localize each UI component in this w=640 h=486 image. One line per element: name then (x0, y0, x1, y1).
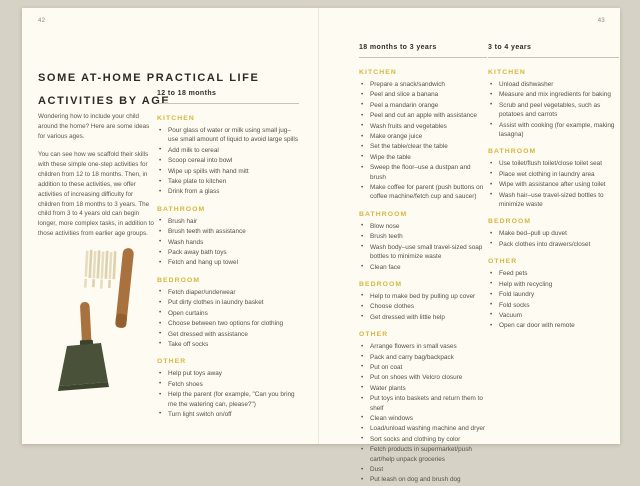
intro-text (38, 112, 154, 247)
activity-item (359, 222, 487, 231)
bullet-icon: • (361, 163, 364, 171)
activity-item (359, 111, 487, 120)
activity-item (359, 363, 487, 372)
bullet-icon: • (159, 309, 162, 317)
bullet-icon: • (490, 80, 493, 88)
activity-item-text: Help with recycling (499, 280, 553, 288)
bullet-icon: • (361, 111, 364, 119)
activity-list (359, 292, 487, 322)
page-right (318, 8, 621, 484)
age-column-header: 3 to 4 years (488, 44, 619, 58)
activity-item (359, 302, 487, 311)
activity-item (359, 90, 487, 99)
bullet-icon: • (159, 238, 162, 246)
bullet-icon: • (159, 177, 162, 185)
bullet-icon: • (490, 180, 493, 188)
activity-item (488, 321, 619, 330)
bullet-icon: • (159, 410, 162, 418)
activity-item-text: Brush hair (168, 217, 198, 225)
activity-item-text: Assist with cooking (for example, making lasagna) (499, 121, 615, 139)
activity-item-text: Blow nose (370, 222, 400, 230)
activity-item-text: Set the table/clear the table (370, 143, 448, 151)
activity-item (157, 380, 299, 389)
section-title: BATHROOM (488, 148, 537, 156)
bullet-icon: • (159, 330, 162, 337)
activity-item (157, 330, 299, 339)
activity-item-text: Get dressed with little help (370, 313, 445, 321)
activity-item-text: Put leash on dog and brush dog (370, 476, 461, 484)
activity-item-text: Peel a mandarin orange (370, 101, 439, 109)
activity-item (488, 80, 619, 89)
activity-item-text: Choose between two options for clothing (168, 320, 284, 328)
section-title: BATHROOM (359, 210, 408, 218)
activity-item (488, 240, 619, 249)
activity-item-text: Make coffee for parent (push buttons on coffee machine/fetch cup and saucer) (370, 184, 484, 201)
activity-item (157, 369, 299, 378)
activity-item (359, 80, 487, 89)
activity-item-text: Open car door with remote (499, 322, 575, 330)
section-title: BATHROOM (157, 205, 206, 213)
activity-item (488, 180, 619, 189)
intro-paragraph: You can see how we scaffold their skills with these simple one-step activities for children from 12 to 18 months. Then, in addition to these activities, we offer activities of increasing difficulty for children from 18 months to 3 years. The child from 3 to 4 years old can begin longer, more complex tasks, in addition to those activities from earlier age groups. (38, 150, 154, 238)
activity-item (359, 163, 487, 182)
activity-item (359, 342, 487, 351)
activity-item (488, 290, 619, 299)
activity-item-text: Scrub and peel vegetables, such as potatoes and carrots (499, 101, 601, 119)
activity-item-text: Help put toys away (168, 370, 222, 378)
activity-item (359, 475, 487, 484)
activity-item (359, 263, 487, 272)
bullet-icon: • (159, 319, 162, 327)
bullet-icon: • (361, 475, 364, 483)
bullet-icon: • (490, 269, 493, 277)
activity-list (488, 80, 619, 139)
bullet-icon: • (490, 280, 493, 288)
activity-item (359, 445, 487, 464)
activity-item-text: Arrange flowers in small vases (370, 343, 457, 351)
activity-item-text: Clean face (370, 263, 401, 271)
activity-item-text: Choose clothes (370, 303, 415, 311)
bullet-icon: • (361, 342, 364, 350)
age-column-18-months-3-years (359, 44, 487, 486)
activity-item (488, 311, 619, 320)
bullet-icon: • (361, 80, 364, 88)
bullet-icon: • (490, 301, 493, 308)
bullet-icon: • (159, 390, 162, 398)
section-other (359, 331, 487, 485)
activity-item (359, 101, 487, 110)
activity-item-text: Load/unload washing machine and dryer (370, 425, 486, 433)
activity-item-text: Open curtains (168, 309, 208, 317)
bullet-icon: • (361, 292, 364, 300)
activity-item (488, 229, 619, 238)
activity-item (359, 384, 487, 393)
section-kitchen (359, 69, 487, 202)
activity-item (157, 156, 299, 165)
bullet-icon: • (361, 263, 364, 270)
activity-item-text: Dust (370, 466, 384, 473)
age-column-12-18-months (157, 90, 299, 420)
section-title: KITCHEN (488, 69, 526, 76)
activity-item (359, 373, 487, 382)
activity-list (157, 369, 299, 419)
activity-item-text: Fetch products in supermarket/push cart/help unpack groceries (370, 446, 472, 463)
activity-item-text: Wipe with assistance after using toilet (499, 181, 606, 189)
bullet-icon: • (159, 288, 162, 296)
section-title: BEDROOM (157, 276, 201, 284)
activity-item-text: Put on coat (370, 363, 403, 371)
bullet-icon: • (159, 380, 162, 388)
bullet-icon: • (490, 240, 493, 248)
bullet-icon: • (361, 394, 364, 402)
activity-item (359, 424, 487, 433)
activity-list (488, 229, 619, 249)
bullet-icon: • (361, 132, 364, 140)
activity-item (157, 248, 299, 257)
activity-item-text: Pack away bath toys (168, 249, 227, 257)
bullet-icon: • (361, 363, 364, 371)
activity-item-text: Use toilet/flush toilet/close toilet seat (499, 160, 603, 168)
activity-item-text: Peel and cut an apple with assistance (370, 112, 477, 120)
intro-paragraph: Wondering how to include your child around the home? Here are some ideas for various ages. (38, 113, 150, 140)
bullet-icon: • (159, 340, 162, 348)
activity-list (488, 269, 619, 330)
dustpan-and-brush-illustration (54, 244, 164, 410)
activity-item-text: Help to make bed by pulling up cover (370, 292, 476, 300)
activity-item-text: Put on shoes with Velcro closure (370, 374, 463, 382)
bullet-icon: • (361, 384, 364, 392)
activity-item (157, 227, 299, 236)
activity-item-text: Help the parent (for example, "Can you bring me the watering can, please?") (168, 391, 295, 408)
brush-bristles (84, 250, 117, 290)
activity-item (488, 159, 619, 168)
bullet-icon: • (490, 170, 493, 178)
bullet-icon: • (159, 217, 162, 225)
activity-item-text: Pour glass of water or milk using small jug–use small amount of liquid to avoid large spills (168, 127, 299, 144)
activity-item (359, 183, 487, 202)
activity-item (157, 238, 299, 247)
bullet-icon: • (361, 445, 364, 453)
bullet-icon: • (361, 142, 364, 150)
activity-item-text: Wash fruits and vegetables (370, 122, 447, 130)
activity-item-text: Measure and mix ingredients for baking (499, 91, 611, 99)
section-kitchen (157, 115, 299, 197)
activity-list (157, 126, 299, 197)
activity-item (359, 353, 487, 362)
activity-item (157, 410, 299, 419)
bullet-icon: • (490, 290, 493, 298)
bullet-icon: • (159, 227, 162, 235)
activity-item (157, 288, 299, 297)
activity-list (488, 159, 619, 209)
bullet-icon: • (159, 248, 162, 256)
activity-item-text: Place wet clothing in laundry area (499, 170, 595, 178)
bullet-icon: • (159, 156, 162, 164)
page-left (22, 8, 318, 444)
bullet-icon: • (361, 424, 364, 432)
activity-item (488, 90, 619, 99)
activity-list (157, 217, 299, 268)
activity-item (157, 217, 299, 226)
activity-item (488, 280, 619, 289)
activity-item (157, 177, 299, 186)
activity-item (157, 309, 299, 318)
activity-item-text: Drink from a glass (168, 188, 220, 196)
activity-item-text: Take off socks (168, 340, 209, 348)
section-bathroom (157, 206, 299, 268)
activity-item-text: Fetch shoes (168, 380, 203, 388)
activity-item-text: Fetch diaper/underwear (168, 288, 236, 296)
dustpan-handle (78, 302, 93, 350)
bullet-icon: • (361, 302, 364, 310)
activity-item-text: Sort socks and clothing by color (370, 435, 461, 443)
bullet-icon: • (159, 258, 162, 266)
activity-item (157, 390, 299, 409)
activity-item (488, 301, 619, 310)
activity-item (488, 191, 619, 210)
activity-item (359, 243, 487, 262)
activity-item (488, 170, 619, 179)
section-bedroom (359, 281, 487, 322)
activity-item (157, 258, 299, 267)
activity-item (359, 142, 487, 151)
activity-item-text: Vacuum (499, 311, 522, 319)
activity-item (359, 313, 487, 322)
page-number-left: 42 (38, 18, 46, 24)
activity-item-text: Unload dishwasher (499, 81, 554, 88)
activity-item (359, 153, 487, 162)
activity-item-text: Water plants (370, 384, 406, 392)
bullet-icon: • (490, 101, 493, 109)
bullet-icon: • (159, 298, 162, 306)
bullet-icon: • (490, 121, 493, 129)
activity-item-text: Wash hands (168, 238, 204, 246)
activity-item-text: Scoop cereal into bowl (168, 157, 233, 165)
activity-item-text: Brush teeth (370, 233, 403, 241)
age-column-header: 18 months to 3 years (359, 44, 487, 58)
activity-item (359, 122, 487, 131)
bullet-icon: • (361, 122, 364, 130)
bullet-icon: • (361, 435, 364, 443)
activity-item (359, 232, 487, 241)
activity-item-text: Make bed–pull up duvet (499, 230, 567, 238)
activity-item (488, 101, 619, 120)
activity-item-text: Pack and carry bag/backpack (370, 353, 454, 361)
activity-list (359, 222, 487, 272)
book-spread (22, 8, 620, 484)
activity-item (359, 132, 487, 141)
bullet-icon: • (490, 311, 493, 319)
activity-item-text: Sweep the floor–use a dustpan and brush (370, 164, 471, 181)
bullet-icon: • (490, 321, 493, 329)
activity-item-text: Wipe up spills with hand mitt (168, 167, 249, 175)
activity-item (157, 146, 299, 155)
page-title-line2: ACTIVITIES BY AGE (38, 94, 171, 107)
age-column-header: 12 to 18 months (157, 90, 299, 104)
bullet-icon: • (490, 90, 493, 98)
age-column-3-4-years (488, 44, 619, 332)
page-number-right: 43 (597, 18, 605, 24)
activity-item-text: Put dirty clothes in laundry basket (168, 299, 264, 307)
section-title: KITCHEN (359, 69, 397, 76)
activity-item (157, 187, 299, 196)
activity-item-text: Make orange juice (370, 133, 423, 141)
bullet-icon: • (159, 126, 162, 134)
activity-item-text: Put toys into baskets and return them to shelf (370, 395, 483, 412)
bullet-icon: • (159, 369, 162, 377)
bullet-icon: • (361, 414, 364, 422)
section-title: BEDROOM (488, 218, 532, 226)
bullet-icon: • (361, 153, 364, 161)
activity-item-text: Wipe the table (370, 153, 411, 161)
dustpan-pan (59, 343, 108, 386)
section-bathroom (488, 148, 619, 209)
bullet-icon: • (159, 167, 162, 175)
activity-item (359, 414, 487, 423)
bullet-icon: • (361, 183, 364, 191)
bullet-icon: • (361, 313, 364, 321)
bullet-icon: • (361, 222, 364, 230)
activity-item (157, 298, 299, 307)
section-kitchen (488, 69, 619, 139)
activity-item-text: Brush teeth with assistance (168, 228, 246, 236)
activity-item-text: Fold laundry (499, 291, 535, 299)
activity-item-text: Fold socks (499, 301, 530, 309)
activity-item (157, 167, 299, 176)
bullet-icon: • (490, 229, 493, 237)
activity-item-text: Wash body–use small travel-sized soap bottles to minimize waste (370, 243, 483, 261)
activity-item-text: Fetch and hang up towel (168, 259, 238, 267)
activity-item-text: Feed pets (499, 270, 528, 278)
section-title: BEDROOM (359, 280, 403, 288)
bullet-icon: • (361, 353, 364, 361)
activity-item-text: Wash hair–use travel-sized bottles to minimize waste (499, 191, 604, 209)
brush-handle (115, 248, 134, 329)
activity-item (488, 269, 619, 278)
activity-item (359, 292, 487, 301)
section-other (157, 358, 299, 419)
activity-list (157, 288, 299, 349)
activity-item-text: Take plate to kitchen (168, 178, 227, 186)
activity-item-text: Add milk to cereal (168, 146, 219, 154)
activity-list (359, 80, 487, 202)
activity-item-text: Peel and slice a banana (370, 91, 439, 99)
activity-item-text: Get dressed with assistance (168, 330, 248, 338)
activity-item-text: Pack clothes into drawers/closet (499, 240, 591, 248)
activity-item (157, 319, 299, 328)
activity-item-text: Clean windows (370, 414, 413, 422)
bullet-icon: • (361, 373, 364, 381)
section-bedroom (488, 218, 619, 249)
section-title: OTHER (157, 358, 187, 366)
activity-item (359, 435, 487, 444)
section-title: KITCHEN (157, 115, 195, 122)
section-other (488, 258, 619, 330)
activity-item-text: Turn light switch on/off (168, 410, 232, 418)
activity-list (359, 342, 487, 485)
activity-item (488, 121, 619, 140)
bullet-icon: • (490, 159, 493, 167)
activity-item (359, 394, 487, 413)
section-title: OTHER (488, 258, 518, 266)
section-bathroom (359, 211, 487, 272)
bullet-icon: • (361, 90, 364, 98)
section-bedroom (157, 277, 299, 349)
section-title: OTHER (359, 331, 389, 339)
bullet-icon: • (361, 465, 364, 473)
activity-item (157, 340, 299, 349)
activity-item-text: Prepare a snack/sandwich (370, 81, 445, 88)
page-title-line1: SOME AT-HOME PRACTICAL LIFE (38, 72, 260, 85)
bullet-icon: • (159, 187, 162, 195)
bullet-icon: • (361, 232, 364, 240)
bullet-icon: • (361, 101, 364, 109)
bullet-icon: • (490, 191, 493, 199)
activity-item (359, 465, 487, 474)
bullet-icon: • (361, 243, 364, 251)
bullet-icon: • (159, 146, 162, 154)
activity-item (157, 126, 299, 145)
